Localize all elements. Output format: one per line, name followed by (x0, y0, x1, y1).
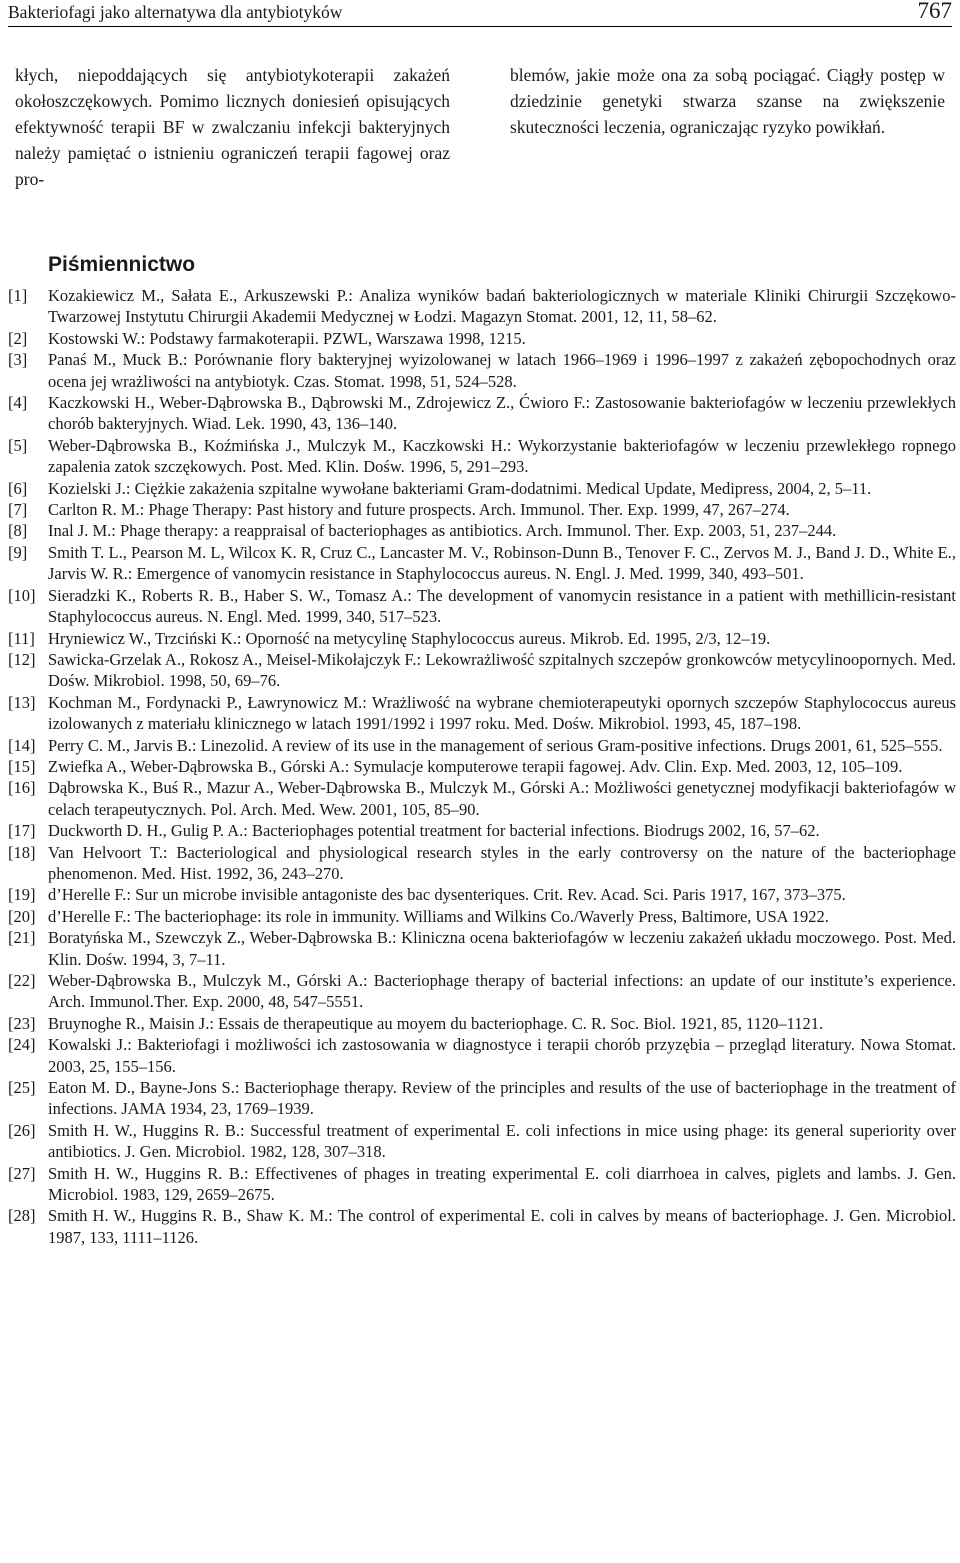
reference-number: [16] (8, 778, 36, 798)
reference-number: [6] (8, 478, 28, 498)
reference-item (8, 1205, 956, 1248)
reference-text: d’Herelle F.: The bacteriophage: its role in immunity. Williams and Wilkins Co./Waverly Press, Baltimore, USA 1922. (48, 906, 829, 926)
reference-text: Smith H. W., Huggins R. B.: Effectivenes of phages in treating experimental E. coli diarrhoea in calves, piglets and lambs. J. Gen. Microbiol. 1983, 129, 2659–2675. (48, 1163, 956, 1205)
reference-item (8, 1120, 956, 1163)
reference-text: Van Helvoort T.: Bacteriological and physiological research styles in the early controversy on the nature of the bacteriophage phenomenon. Med. Hist. 1992, 36, 243–270. (48, 842, 956, 883)
reference-item (8, 735, 956, 756)
reference-item (8, 542, 956, 585)
reference-number: [12] (8, 649, 36, 669)
intro-right-column: blemów, jakie może ona za sobą pociągać. Ciągły postęp w dziedzinie genetyki stwarza szanse na zwiększenie skuteczności leczenia, ograniczając ryzyko powikłań. (510, 65, 945, 137)
reference-item (8, 1013, 956, 1034)
reference-text: Smith T. L., Pearson M. L, Wilcox K. R, Cruz C., Lancaster M. V., Robinson-Dunn B., Tenover F. C., Zervos M. J., Band J. D., White E., Jarvis W. R.: Emergence of vanomycin resistance in Staphylococcus aureus. N. Engl. J. Med. 1999, 340, 493–501. (48, 542, 956, 584)
reference-text: Kochman M., Fordynacki P., Ławrynowicz M.: Wrażliwość na wybrane chemioterapeutyki opornych szczepów Staphylococcus aureus izolowanych z materiału klinicznego w latach 1991/1992 i 1997 roku. Med. Dośw. Mikrobiol. 1993, 45, 187–198. (48, 692, 956, 734)
intro-left-column: kłych, niepoddających się antybiotykoterapii zakażeń okołoszczękowych. Pomimo licznych doniesień opisujących efektywność terapii BF w zwalczaniu infekcji bakteryjnych należy pamiętać o istnieniu ograniczeń terapii fagowej oraz pro- (15, 65, 450, 189)
reference-number: [10] (8, 585, 36, 605)
reference-number: [5] (8, 435, 28, 455)
reference-item (8, 756, 956, 777)
references-heading: Piśmiennictwo (48, 253, 196, 276)
reference-text: Dąbrowska K., Buś R., Mazur A., Weber-Dąbrowska B., Mulczyk M., Górski A.: Możliwości genetycznej modyfikacji bakteriofagów w celach terapeutycznych. Pol. Arch. Med. Wew. 2001, 105, 85–90. (48, 778, 956, 819)
page-number: 767 (917, 0, 952, 23)
reference-text: Hryniewicz W., Trzciński K.: Oporność na metycylinę Staphylococcus aureus. Mikrob. Ed. 1995, 2/3, 12–19. (48, 628, 771, 648)
reference-text: Kaczkowski H., Weber-Dąbrowska B., Dąbrowski M., Zdrojewicz Z., Ćwioro F.: Zastosowanie bakteriofagów w leczeniu przewlekłych chorób bakteryjnych. Wiad. Lek. 1990, 43, 136–140. (48, 393, 956, 434)
reference-number: [15] (8, 756, 36, 776)
reference-number: [26] (8, 1120, 36, 1140)
running-title: Bakteriofagi jako alternatywa dla antybiotyków (8, 2, 343, 22)
reference-item (8, 906, 956, 927)
reference-item (8, 435, 956, 478)
reference-text: Kowalski J.: Bakteriofagi i możliwości ich zastosowania w diagnostyce i terapii chorób przyzębia – przegląd literatury. Nowa Stomat. 2003, 25, 155–156. (48, 1035, 956, 1076)
reference-item (8, 842, 956, 885)
reference-item (8, 1077, 956, 1120)
reference-item (8, 628, 956, 649)
reference-number: [20] (8, 906, 36, 926)
reference-number: [19] (8, 885, 36, 905)
reference-text: Sawicka-Grzelak A., Rokosz A., Meisel-Mikołajczyk F.: Lekowrażliwość szpitalnych szczepów gronkowców metycylinoopornych. Med. Dośw. Mikrobiol. 1998, 50, 69–76. (48, 649, 956, 691)
reference-item (8, 927, 956, 970)
reference-text: Inal J. M.: Phage therapy: a reappraisal of bacteriophages as antibiotics. Arch. Immunol. Ther. Exp. 2003, 51, 237–244. (48, 521, 837, 541)
reference-text: Panaś M., Muck B.: Porównanie flory bakteryjnej wyizolowanej w latach 1966–1969 i 1996–1997 z zakażeń zębopochodnych oraz ocena jej wrażliwości na antybiotyk. Czas. Stomat. 1998, 51, 524–528. (48, 350, 956, 391)
reference-item (8, 499, 956, 520)
reference-number: [1] (8, 286, 28, 305)
running-header (8, 0, 952, 27)
reference-text: Eaton M. D., Bayne-Jons S.: Bacteriophage therapy. Review of the principles and results of the use of bacteriophage in the treatment of infections. JAMA 1934, 23, 1769–1939. (48, 1078, 956, 1119)
reference-text: Kostowski W.: Podstawy farmakoterapii. PZWL, Warszawa 1998, 1215. (48, 328, 526, 348)
reference-number: [17] (8, 821, 36, 841)
reference-item (8, 1163, 956, 1206)
reference-number: [28] (8, 1206, 36, 1226)
reference-item (8, 392, 956, 435)
reference-item (8, 777, 956, 820)
reference-item (8, 970, 956, 1013)
reference-text: Smith H. W., Huggins R. B.: Successful treatment of experimental E. coli infections in mice using phage: its general superiority over antibiotics. J. Gen. Microbiol. 1982, 128, 307–318. (48, 1120, 956, 1162)
reference-text: d’Herelle F.: Sur un microbe invisible antagoniste des bac dysenteriques. Crit. Rev. Acad. Sci. Paris 1917, 167, 373–375. (48, 885, 846, 905)
reference-item (8, 649, 956, 692)
reference-text: Smith H. W., Huggins R. B., Shaw K. M.: The control of experimental E. coli in calves by means of bacteriophage. J. Gen. Microbiol. 1987, 133, 1111–1126. (48, 1206, 956, 1247)
reference-item (8, 1034, 956, 1077)
reference-number: [8] (8, 521, 28, 541)
reference-number: [27] (8, 1163, 36, 1183)
reference-item (8, 520, 956, 541)
reference-text: Boratyńska M., Szewczyk Z., Weber-Dąbrowska B.: Kliniczna ocena bakteriofagów w leczeniu zakażeń układu moczowego. Post. Med. Klin. Dośw. 1994, 3, 7–11. (48, 928, 956, 969)
reference-item (8, 478, 956, 499)
reference-number: [4] (8, 393, 28, 413)
reference-item (8, 820, 956, 841)
reference-item (8, 349, 956, 392)
reference-text: Weber-Dąbrowska B., Koźmińska J., Mulczyk M., Kaczkowski H.: Wykorzystanie bakteriofagów w leczeniu przewlekłego ropnego zapalenia zatok szczękowych. Post. Med. Klin. Dośw. 1996, 5, 291–293. (48, 435, 956, 477)
reference-item (8, 692, 956, 735)
reference-number: [14] (8, 735, 36, 755)
reference-text: Sieradzki K., Roberts R. B., Haber S. W., Tomasz A.: The development of vanomycin resistance in a patient with methillicin-resistant Staphylococcus aureus. N. Engl. Med. 1999, 340, 517–523. (48, 585, 956, 627)
reference-item (8, 585, 956, 628)
reference-number: [7] (8, 500, 28, 520)
reference-text: Perry C. M., Jarvis B.: Linezolid. A review of its use in the management of serious Gram-positive infections. Drugs 2001, 61, 525–555. (48, 735, 943, 755)
reference-number: [18] (8, 842, 36, 862)
reference-number: [13] (8, 692, 36, 712)
reference-text: Bruynoghe R., Maisin J.: Essais de therapeutique au moyem du bacteriophage. C. R. Soc. Biol. 1921, 85, 1120–1121. (48, 1013, 824, 1033)
reference-number: [22] (8, 971, 36, 990)
reference-text: Duckworth D. H., Gulig P. A.: Bacteriophages potential treatment for bacterial infections. Biodrugs 2002, 16, 57–62. (48, 821, 820, 841)
reference-number: [3] (8, 350, 28, 370)
reference-number: [25] (8, 1078, 36, 1098)
reference-number: [23] (8, 1013, 36, 1033)
reference-text: Carlton R. M.: Phage Therapy: Past history and future prospects. Arch. Immunol. Ther. Exp. 1999, 47, 267–274. (48, 500, 790, 520)
reference-item (8, 884, 956, 905)
reference-text: Kozakiewicz M., Sałata E., Arkuszewski P.: Analiza wyników badań bakteriologicznych w materiale Kliniki Chirurgii Szczękowo-Twarzowej Instytutu Chirurgii Akademii Medycznej w Łodzi. Magazyn Stomat. 2001, 12, 11, 58–62. (48, 286, 956, 327)
reference-text: Weber-Dąbrowska B., Mulczyk M., Górski A.: Bacteriophage therapy of bacterial infections: an update of our institute’s experience. Arch. Immunol.Ther. Exp. 2000, 48, 547–5551. (48, 971, 956, 1012)
reference-text: Kozielski J.: Ciężkie zakażenia szpitalne wywołane bakteriami Gram-dodatnimi. Medical Update, Medipress, 2004, 2, 5–11. (48, 478, 872, 498)
reference-number: [2] (8, 328, 28, 348)
reference-number: [21] (8, 928, 36, 948)
reference-item (8, 328, 956, 349)
reference-number: [11] (8, 628, 35, 648)
reference-number: [9] (8, 542, 28, 562)
reference-item (8, 285, 956, 328)
reference-number: [24] (8, 1035, 36, 1055)
reference-list (8, 285, 956, 1248)
reference-text: Zwiefka A., Weber-Dąbrowska B., Górski A.: Symulacje komputerowe terapii fagowej. Adv. Clin. Exp. Med. 2003, 12, 105–109. (48, 756, 903, 776)
